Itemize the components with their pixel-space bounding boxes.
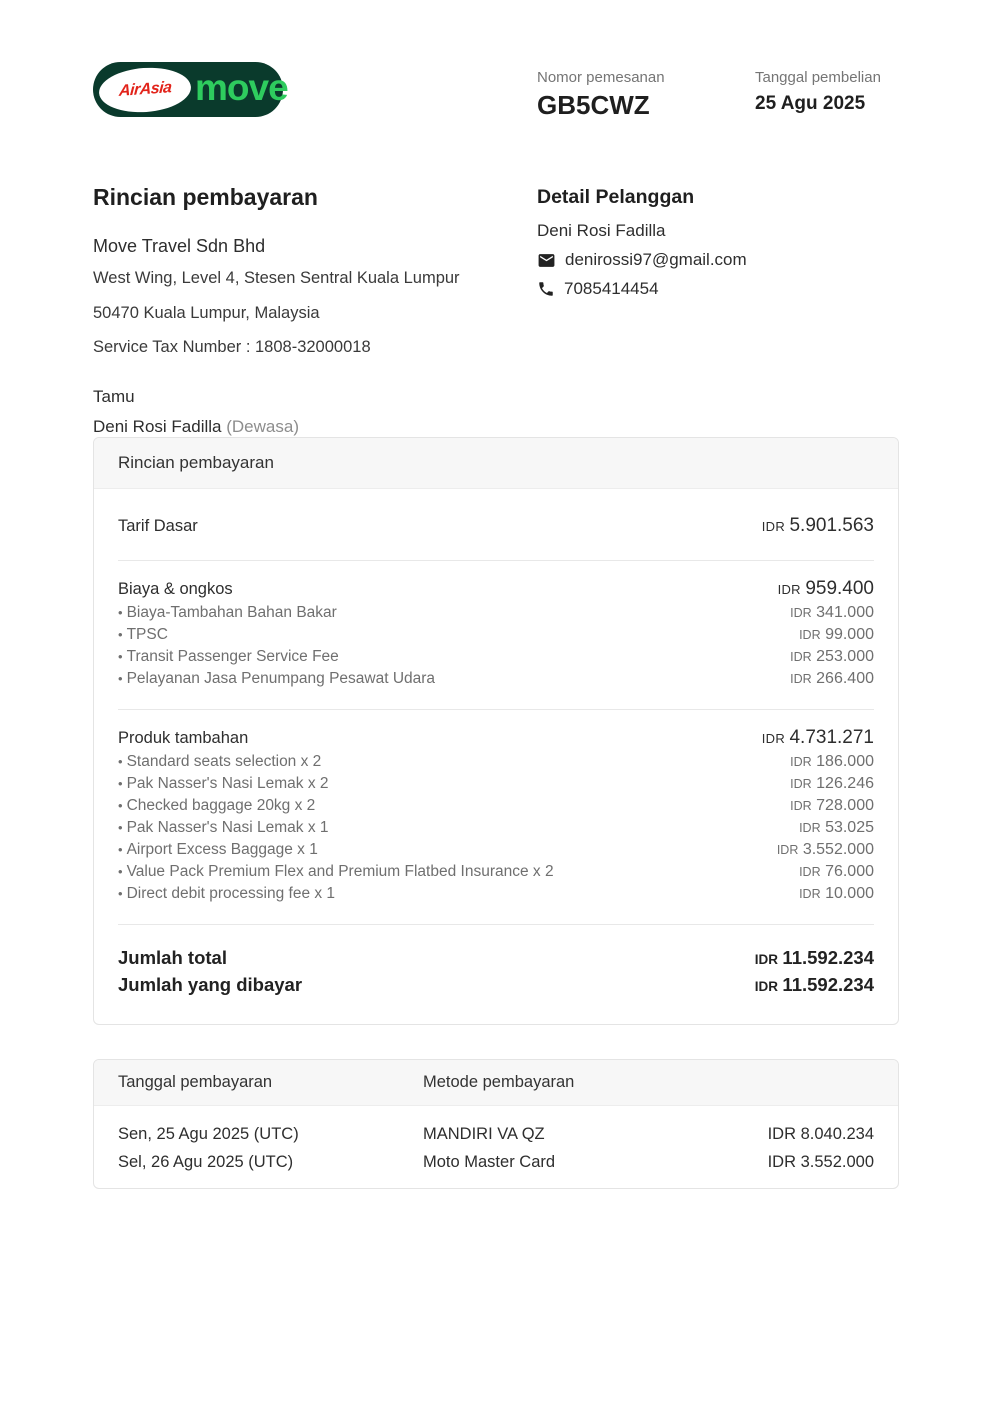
fees-items bbox=[118, 604, 874, 688]
payment-date-column-header: Tanggal pembayaran bbox=[118, 1073, 273, 1091]
payment-amount: IDR 8.040.234 bbox=[767, 1125, 874, 1143]
grand-total-row bbox=[118, 947, 874, 969]
addon-item-amount: IDR 186.000 bbox=[790, 753, 874, 770]
bullet-icon: • bbox=[118, 605, 123, 620]
customer-email-row bbox=[537, 250, 917, 270]
bullet-icon: • bbox=[118, 671, 123, 686]
page-title: Rincian pembayaran bbox=[93, 184, 318, 210]
base-fare-value: 5.901.563 bbox=[789, 515, 874, 536]
guest-name-line bbox=[93, 417, 523, 437]
order-number-label: Nomor pemesanan bbox=[537, 69, 665, 86]
payment-details-card-title: Rincian pembayaran bbox=[94, 438, 898, 489]
addon-item-amount: IDR 3.552.000 bbox=[776, 841, 874, 858]
move-wordmark: move bbox=[195, 67, 288, 108]
bullet-icon: • bbox=[118, 754, 123, 769]
fee-item-label: TPSC bbox=[126, 626, 168, 643]
fee-item-label: Biaya-Tambahan Bahan Bakar bbox=[126, 604, 337, 621]
grand-total-label: Jumlah total bbox=[118, 947, 227, 968]
addon-item-label: Standard seats selection x 2 bbox=[126, 753, 322, 770]
purchase-date-label: Tanggal pembelian bbox=[755, 69, 881, 86]
addon-item-amount: IDR 10.000 bbox=[799, 885, 874, 902]
bullet-icon: • bbox=[118, 798, 123, 813]
grand-total-amount: IDR 11.592.234 bbox=[754, 947, 874, 968]
base-fare-amount bbox=[762, 515, 874, 537]
payment-amount: IDR 3.552.000 bbox=[767, 1153, 874, 1171]
addon-item-label: Checked baggage 20kg x 2 bbox=[126, 797, 316, 814]
fee-item bbox=[118, 626, 874, 644]
addons-group-amount bbox=[762, 727, 874, 749]
bullet-icon: • bbox=[118, 820, 123, 835]
bullet-icon: • bbox=[118, 886, 123, 901]
base-fare-currency: IDR bbox=[761, 519, 786, 534]
addons-group-value: 4.731.271 bbox=[789, 727, 874, 748]
addon-item-amount: IDR 728.000 bbox=[790, 797, 874, 814]
addons-group bbox=[118, 710, 874, 924]
base-fare-row bbox=[118, 489, 874, 560]
fee-item-amount: IDR 99.000 bbox=[799, 626, 874, 643]
payment-method: MANDIRI VA QZ bbox=[423, 1125, 545, 1143]
addons-items bbox=[118, 753, 874, 903]
order-number-block bbox=[537, 69, 665, 121]
customer-phone-row bbox=[537, 279, 917, 299]
addon-item-label: Pak Nasser's Nasi Lemak x 1 bbox=[126, 819, 329, 836]
bullet-icon: • bbox=[118, 649, 123, 664]
base-fare-label: Tarif Dasar bbox=[118, 517, 198, 535]
paid-total-label: Jumlah yang dibayar bbox=[118, 974, 303, 995]
airasia-wordmark: AirAsia bbox=[118, 78, 172, 100]
customer-block bbox=[537, 186, 917, 299]
order-number-value: GB5CWZ bbox=[537, 90, 650, 120]
fee-item bbox=[118, 604, 874, 622]
payment-date: Sen, 25 Agu 2025 (UTC) bbox=[118, 1125, 299, 1143]
fees-group-currency: IDR bbox=[777, 582, 801, 597]
fees-group-header bbox=[118, 578, 874, 600]
payments-table-body bbox=[94, 1106, 898, 1188]
guest-name: Deni Rosi Fadilla bbox=[93, 416, 222, 436]
customer-email[interactable]: denirossi97@gmail.com bbox=[565, 250, 747, 269]
payment-date: Sel, 26 Agu 2025 (UTC) bbox=[118, 1153, 294, 1171]
guest-type: (Dewasa) bbox=[226, 416, 299, 436]
phone-icon bbox=[537, 280, 555, 298]
payment-row bbox=[118, 1153, 874, 1172]
addon-item bbox=[118, 775, 874, 793]
payments-table-card bbox=[93, 1059, 899, 1189]
addons-group-label: Produk tambahan bbox=[118, 729, 249, 747]
addons-group-currency: IDR bbox=[761, 731, 786, 746]
payments-table-header bbox=[94, 1060, 898, 1106]
fee-item bbox=[118, 648, 874, 666]
addon-item bbox=[118, 863, 874, 881]
addon-item-amount: IDR 126.246 bbox=[790, 775, 874, 792]
bullet-icon: • bbox=[118, 864, 123, 879]
bullet-icon: • bbox=[118, 627, 123, 642]
addon-item-label: Pak Nasser's Nasi Lemak x 2 bbox=[126, 775, 329, 792]
addon-item bbox=[118, 841, 874, 859]
purchase-date-value: 25 Agu 2025 bbox=[755, 93, 866, 114]
fee-item-label: Pelayanan Jasa Penumpang Pesawat Udara bbox=[126, 670, 436, 687]
customer-name: Deni Rosi Fadilla bbox=[537, 221, 666, 240]
addon-item-label: Value Pack Premium Flex and Premium Flatbed Insurance x 2 bbox=[126, 863, 554, 880]
merchant-name: Move Travel Sdn Bhd bbox=[93, 236, 266, 256]
bullet-icon: • bbox=[118, 842, 123, 857]
payment-method: Moto Master Card bbox=[423, 1153, 556, 1171]
fees-group-value: 959.400 bbox=[805, 578, 874, 599]
fee-item-amount: IDR 341.000 bbox=[790, 604, 874, 621]
bullet-icon: • bbox=[118, 776, 123, 791]
email-icon bbox=[537, 251, 556, 270]
addon-item-amount: IDR 76.000 bbox=[799, 863, 874, 880]
addon-item-label: Airport Excess Baggage x 1 bbox=[126, 841, 318, 858]
airasia-logo-oval bbox=[98, 64, 193, 114]
guest-section-label: Tamu bbox=[93, 386, 135, 406]
fee-item-label: Transit Passenger Service Fee bbox=[126, 648, 339, 665]
fee-item-amount: IDR 253.000 bbox=[790, 648, 874, 665]
customer-phone: 7085414454 bbox=[564, 279, 659, 298]
merchant-tax-number: Service Tax Number : 1808-32000018 bbox=[93, 338, 371, 357]
fee-item-amount: IDR 266.400 bbox=[790, 670, 874, 687]
payment-method-column-header: Metode pembayaran bbox=[423, 1073, 575, 1091]
addons-group-header bbox=[118, 727, 874, 749]
totals-section bbox=[118, 925, 874, 1024]
fees-group-amount bbox=[778, 578, 874, 600]
customer-title: Detail Pelanggan bbox=[537, 186, 695, 208]
merchant-block bbox=[93, 184, 523, 437]
addon-item bbox=[118, 819, 874, 837]
addon-item bbox=[118, 797, 874, 815]
airasia-move-logo bbox=[93, 62, 288, 117]
payment-details-body bbox=[94, 489, 898, 1024]
merchant-address-line2: 50470 Kuala Lumpur, Malaysia bbox=[93, 303, 320, 322]
addon-item bbox=[118, 885, 874, 903]
fees-group-label: Biaya & ongkos bbox=[118, 580, 233, 598]
addon-item-label: Direct debit processing fee x 1 bbox=[126, 885, 336, 902]
paid-total-amount: IDR 11.592.234 bbox=[754, 974, 874, 995]
purchase-date-block bbox=[755, 69, 881, 115]
merchant-address-line1: West Wing, Level 4, Stesen Sentral Kuala Lumpur bbox=[93, 269, 460, 287]
payment-details-card bbox=[93, 437, 899, 1025]
payment-row bbox=[118, 1125, 874, 1144]
paid-total-row bbox=[118, 974, 874, 996]
fee-item bbox=[118, 670, 874, 688]
fees-group bbox=[118, 561, 874, 709]
addon-item bbox=[118, 753, 874, 771]
addon-item-amount: IDR 53.025 bbox=[799, 819, 874, 836]
